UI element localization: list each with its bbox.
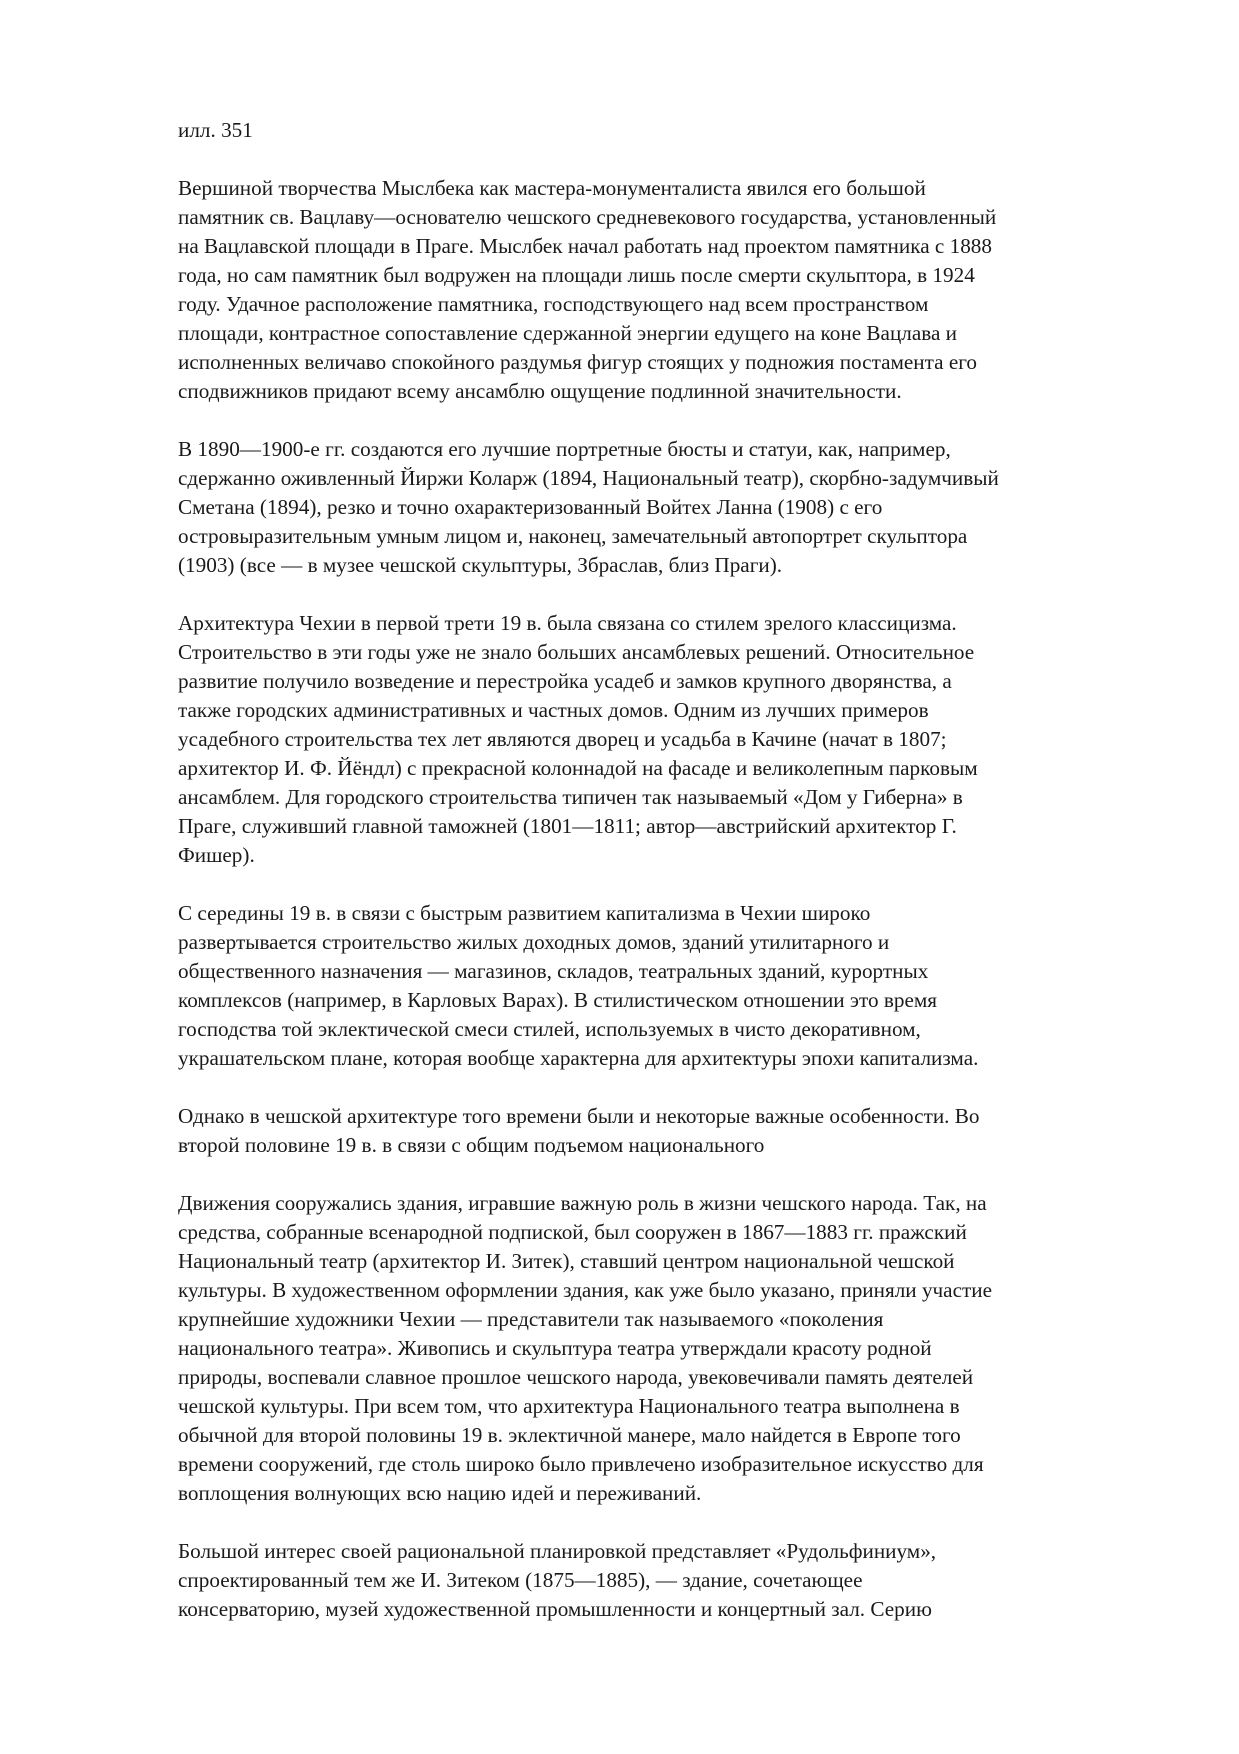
paragraph-rudolfinum: Большой интерес своей рациональной планировкой представляет «Рудольфиниум», спроектированный тем же И. Зитеком (1875—1885), — здание, сочетающее консерваторию, музей художественной промышленности и концертный зал. Серию — [178, 1539, 937, 1621]
illustration-caption: илл. 351 — [178, 118, 253, 142]
paragraph-national-features: Однако в чешской архитектуре того времени были и некоторые важные особенности. Во второй половине 19 в. в связи с общим подъемом национального — [178, 1104, 980, 1157]
paragraph-portrait-busts: В 1890—1900-е гг. создаются его лучшие портретные бюсты и статуи, как, например, сдержанно оживленный Йиржи Коларж (1894, Национальный театр), скорбно-задумчивый Сметана (1894), резко и точно охарактеризованный Войтех Ланна (1908) с его островыразительным умным лицом и, наконец, замечательный автопортрет скульптора (1903) (все — в музее чешской скульптуры, Збраслав, близ Праги). — [178, 437, 999, 577]
document-page — [178, 116, 1168, 1653]
paragraph-myslbek-monument: Вершиной творчества Мыслбека как мастера-монументалиста явился его большой памятник св. Вацлаву—основателю чешского средневекового государства, установленный на Вацлавской площади в Праге. Мыслбек начал работать над проектом памятника с 1888 года, но сам памятник был водружен на площади лишь после смерти скульптора, в 1924 году. Удачное расположение памятника, господствующего над всем пространством площади, контрастное сопоставление сдержанной энергии едущего на коне Вацлава и исполненных величаво спокойного раздумья фигур стоящих у подножия постамента его сподвижников придают всему ансамблю ощущение подлинной значительности. — [178, 176, 997, 403]
paragraph-national-theatre: Движения сооружались здания, игравшие важную роль в жизни чешского народа. Так, на средства, собранные всенародной подпиской, был сооружен в 1867—1883 гг. пражский Национальный театр (архитектор И. Зитек), ставший центром национальной чешской культуры. В художественном оформлении здания, как уже было указано, приняли участие крупнейшие художники Чехии — представители так называемого «поколения национального театра». Живопись и скульптура театра утверждали красоту родной природы, воспевали славное прошлое чешского народа, увековечивали память деятелей чешской культуры. При всем том, что архитектура Национального театра выполнена в обычной для второй половины 19 в. эклектичной манере, мало найдется в Европе того времени сооружений, где столь широко было привлечено изобразительное искусство для воплощения волнующих всю нацию идей и переживаний. — [178, 1191, 992, 1505]
paragraph-classicism-architecture: Архитектура Чехии в первой трети 19 в. была связана со стилем зрелого классицизма. Строительство в эти годы уже не знало больших ансамблевых решений. Относительное развитие получило возведение и перестройка усадеб и замков крупного дворянства, а также городских административных и частных домов. Одним из лучших примеров усадебного строительства тех лет являются дворец и усадьба в Качине (начат в 1807; архитектор И. Ф. Йёндл) с прекрасной колоннадой на фасаде и великолепным парковым ансамблем. Для городского строительства типичен так называемый «Дом у Гиберна» в Праге, служивший главной таможней (1801—1811; автор—австрийский архитектор Г. Фишер). — [178, 611, 978, 867]
paragraph-capitalism-construction: С середины 19 в. в связи с быстрым развитием капитализма в Чехии широко развертывается строительство жилых доходных домов, зданий утилитарного и общественного назначения — магазинов, складов, театральных зданий, курортных комплексов (например, в Карловых Варах). В стилистическом отношении это время господства той эклектической смеси стилей, используемых в чисто декоративном, украшательском плане, которая вообще характерна для архитектуры эпохи капитализма. — [178, 901, 979, 1070]
